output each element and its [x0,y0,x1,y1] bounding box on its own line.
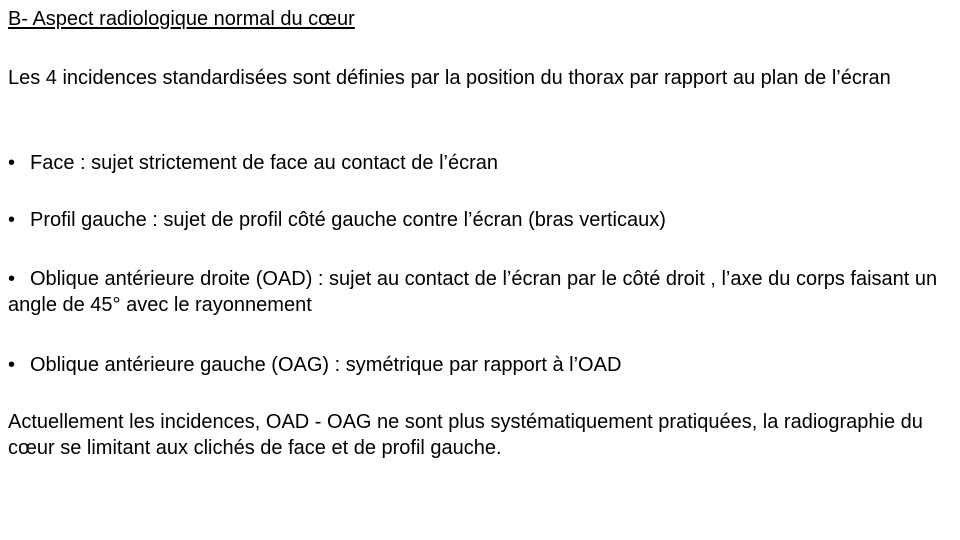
bullet-text: Face : sujet strictement de face au contact de l’écran [30,152,499,174]
bullet-icon: • [8,209,16,231]
bullet-icon: • [8,354,16,376]
bullet-item-oag [8,352,952,378]
bullet-text: Oblique antérieure gauche (OAG) : symétrique par rapport à l’OAD [30,354,622,376]
intro-paragraph: Les 4 incidences standardisées sont définies par la position du thorax par rapport au plan de l’écran [8,67,891,89]
bullet-icon: • [8,152,16,174]
bullet-item-oad [8,266,952,318]
bullet-icon: • [8,268,16,290]
bullet-item-profil-gauche [8,207,952,233]
bullet-item-face [8,150,952,176]
slide-title: B- Aspect radiologique normal du cœur [8,8,355,30]
bullet-text: Profil gauche : sujet de profil côté gauche contre l’écran (bras verticaux) [30,209,666,231]
conclusion-paragraph: Actuellement les incidences, OAD - OAG ne sont plus systématiquement pratiquées, la radiographie du cœur se limitant aux clichés de face et de profil gauche. [8,411,923,459]
bullet-text: Oblique antérieure droite (OAD) : sujet au contact de l’écran par le côté droit , l’axe du corps faisant un angle de 45° avec le rayonnement [8,268,938,316]
